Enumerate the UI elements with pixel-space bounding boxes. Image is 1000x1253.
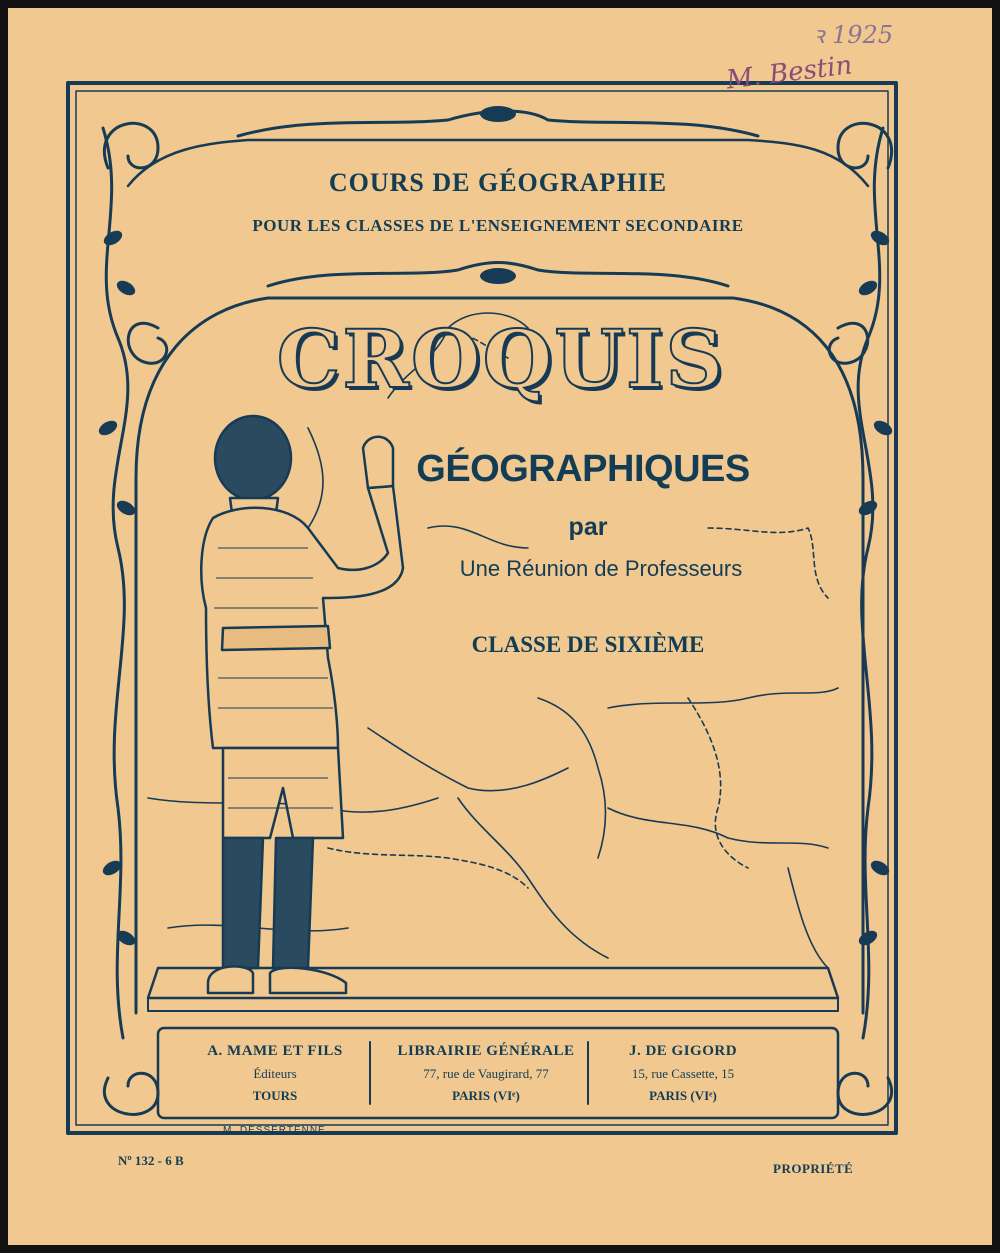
publisher-city: TOURS [252, 1088, 298, 1103]
property-mark: PROPRIÉTÉ [773, 1161, 854, 1176]
catalog-number: Nº 132 - 6 B [118, 1153, 184, 1168]
artist-signature: M. DESSERTENNE [223, 1125, 326, 1136]
book-subtitle: GÉOGRAPHIQUES [416, 448, 750, 490]
authors: Une Réunion de Professeurs [459, 556, 743, 581]
publisher-city: PARIS (VIᵉ) [649, 1088, 717, 1103]
publisher-name: LIBRAIRIE GÉNÉRALE [397, 1043, 575, 1059]
publisher-address: 15, rue Cassette, 15 [631, 1066, 735, 1081]
book-cover [8, 8, 992, 1245]
series-title: COURS DE GÉOGRAPHIE [328, 168, 668, 197]
publisher-name: A. MAME ET FILS [207, 1043, 343, 1059]
publisher-librairie-generale [386, 1043, 586, 1104]
publisher-city: PARIS (VIᵉ) [452, 1088, 520, 1103]
handwritten-owner-name: M. Bestin [724, 50, 854, 96]
handwritten-year: ꝛ 1925 [813, 21, 894, 49]
publisher-gigord [598, 1043, 768, 1104]
publisher-address: 77, rue de Vaugirard, 77 [423, 1066, 549, 1081]
publisher-mame [200, 1043, 350, 1104]
book-title: CROQUIS [276, 312, 726, 406]
publisher-line: Éditeurs [253, 1066, 297, 1081]
boy-illustration [201, 416, 403, 993]
class-level: CLASSE DE SIXIÈME [471, 632, 705, 657]
by-label: par [568, 513, 608, 541]
series-subtitle: POUR LES CLASSES DE L'ENSEIGNEMENT SECONDAIRE [252, 216, 744, 235]
publisher-name: J. DE GIGORD [628, 1043, 738, 1059]
